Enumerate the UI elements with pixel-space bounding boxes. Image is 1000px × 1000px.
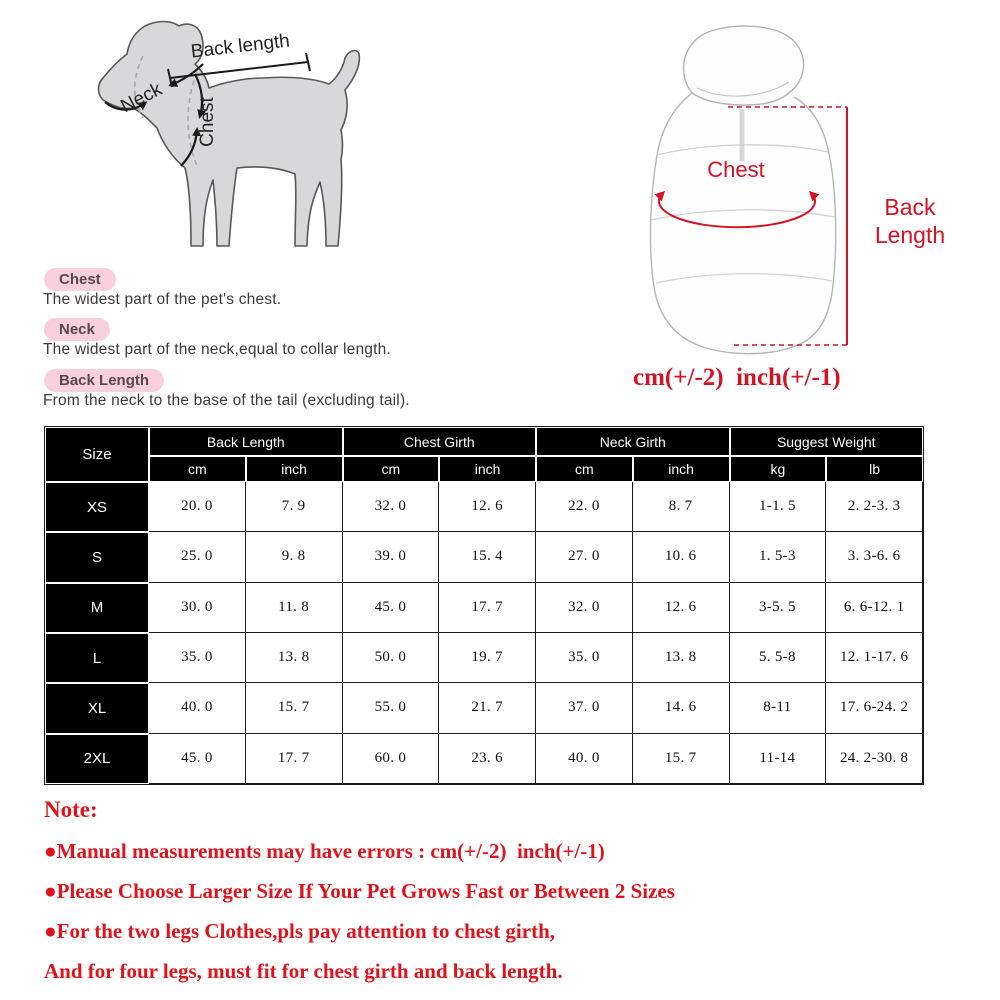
neck-girth-group-header: Neck Girth xyxy=(536,427,730,456)
table-cell: 3. 3-6. 6 xyxy=(826,532,923,582)
table-cell: 12. 6 xyxy=(633,583,730,633)
size-label: 2XL xyxy=(45,734,149,784)
table-cell: 3-5. 5 xyxy=(730,583,827,633)
table-cell: 2. 2-3. 3 xyxy=(826,482,923,532)
jacket-back-length-label-line2: Length xyxy=(874,222,946,248)
table-cell: 21. 7 xyxy=(439,683,536,733)
table-cell: 45. 0 xyxy=(343,583,440,633)
table-cell: 15. 4 xyxy=(439,532,536,582)
unit-header: inch xyxy=(633,456,730,482)
table-cell: 55. 0 xyxy=(343,683,440,733)
chest-term-description: The widest part of the pet's chest. xyxy=(43,291,282,308)
table-cell: 50. 0 xyxy=(343,633,440,683)
table-cell: 37. 0 xyxy=(536,683,633,733)
size-table xyxy=(44,426,924,785)
note-item: ●Manual measurements may have errors : cm(+/-2) inch(+/-1) xyxy=(44,839,605,863)
table-cell: 32. 0 xyxy=(343,482,440,532)
unit-header: inch xyxy=(246,456,343,482)
table-cell: 5. 5-8 xyxy=(730,633,827,683)
table-cell: 25. 0 xyxy=(149,532,246,582)
dog-chest-label: Chest xyxy=(197,97,218,147)
back-length-group-header: Back Length xyxy=(149,427,343,456)
table-cell: 17. 7 xyxy=(439,583,536,633)
note-item: And for four legs, must fit for chest girth and back length. xyxy=(44,959,563,983)
table-cell: 40. 0 xyxy=(536,734,633,784)
back-length-term-description: From the neck to the base of the tail (excluding tail). xyxy=(43,392,410,409)
unit-header: inch xyxy=(439,456,536,482)
table-cell: 27. 0 xyxy=(536,532,633,582)
jacket-measurement-diagram xyxy=(630,15,970,360)
size-column-header: Size xyxy=(45,427,149,482)
dog-measurement-diagram xyxy=(45,8,365,263)
neck-term-badge: Neck xyxy=(44,318,110,341)
table-cell: 12. 6 xyxy=(439,482,536,532)
table-cell: 12. 1-17. 6 xyxy=(826,633,923,683)
dog-back-length-label: Back length xyxy=(189,30,291,63)
table-cell: 10. 6 xyxy=(633,532,730,582)
size-label: L xyxy=(45,633,149,683)
size-label: M xyxy=(45,583,149,633)
table-cell: 30. 0 xyxy=(149,583,246,633)
table-cell: 17. 7 xyxy=(246,734,343,784)
chest-girth-group-header: Chest Girth xyxy=(343,427,537,456)
suggest-weight-group-header: Suggest Weight xyxy=(730,427,924,456)
table-cell: 60. 0 xyxy=(343,734,440,784)
table-cell: 40. 0 xyxy=(149,683,246,733)
table-cell: 39. 0 xyxy=(343,532,440,582)
tolerance-note: cm(+/-2) inch(+/-1) xyxy=(633,364,841,391)
table-cell: 6. 6-12. 1 xyxy=(826,583,923,633)
dog-neck-label: Neck xyxy=(117,78,166,118)
unit-header: cm xyxy=(149,456,246,482)
table-cell: 14. 6 xyxy=(633,683,730,733)
table-cell: 45. 0 xyxy=(149,734,246,784)
table-cell: 7. 9 xyxy=(246,482,343,532)
unit-header: lb xyxy=(826,456,923,482)
table-cell: 8. 7 xyxy=(633,482,730,532)
table-cell: 22. 0 xyxy=(536,482,633,532)
table-cell: 15. 7 xyxy=(633,734,730,784)
size-label: S xyxy=(45,532,149,582)
back-length-term-badge: Back Length xyxy=(44,369,164,392)
table-cell: 15. 7 xyxy=(246,683,343,733)
chest-term-badge: Chest xyxy=(44,268,116,291)
jacket-back-length-label-line1: Back xyxy=(884,194,936,220)
table-cell: 32. 0 xyxy=(536,583,633,633)
table-cell: 8-11 xyxy=(730,683,827,733)
table-cell: 11. 8 xyxy=(246,583,343,633)
note-item: ●For the two legs Clothes,pls pay attention to chest girth, xyxy=(44,919,556,943)
unit-header: cm xyxy=(343,456,440,482)
table-cell: 35. 0 xyxy=(149,633,246,683)
table-cell: 23. 6 xyxy=(439,734,536,784)
unit-header: kg xyxy=(730,456,827,482)
jacket-hood xyxy=(684,26,804,105)
note-item: ●Please Choose Larger Size If Your Pet Grows Fast or Between 2 Sizes xyxy=(44,879,675,903)
note-title: Note: xyxy=(44,797,98,822)
table-cell: 1. 5-3 xyxy=(730,532,827,582)
table-cell: 11-14 xyxy=(730,734,827,784)
size-label: XS xyxy=(45,482,149,532)
jacket-chest-label: Chest xyxy=(707,157,765,182)
table-cell: 9. 8 xyxy=(246,532,343,582)
table-cell: 13. 8 xyxy=(633,633,730,683)
table-cell: 13. 8 xyxy=(246,633,343,683)
neck-term-description: The widest part of the neck,equal to collar length. xyxy=(43,341,391,358)
table-cell: 17. 6-24. 2 xyxy=(826,683,923,733)
table-cell: 1-1. 5 xyxy=(730,482,827,532)
table-cell: 35. 0 xyxy=(536,633,633,683)
unit-header: cm xyxy=(536,456,633,482)
table-cell: 19. 7 xyxy=(439,633,536,683)
size-label: XL xyxy=(45,683,149,733)
table-cell: 20. 0 xyxy=(149,482,246,532)
table-cell: 24. 2-30. 8 xyxy=(826,734,923,784)
